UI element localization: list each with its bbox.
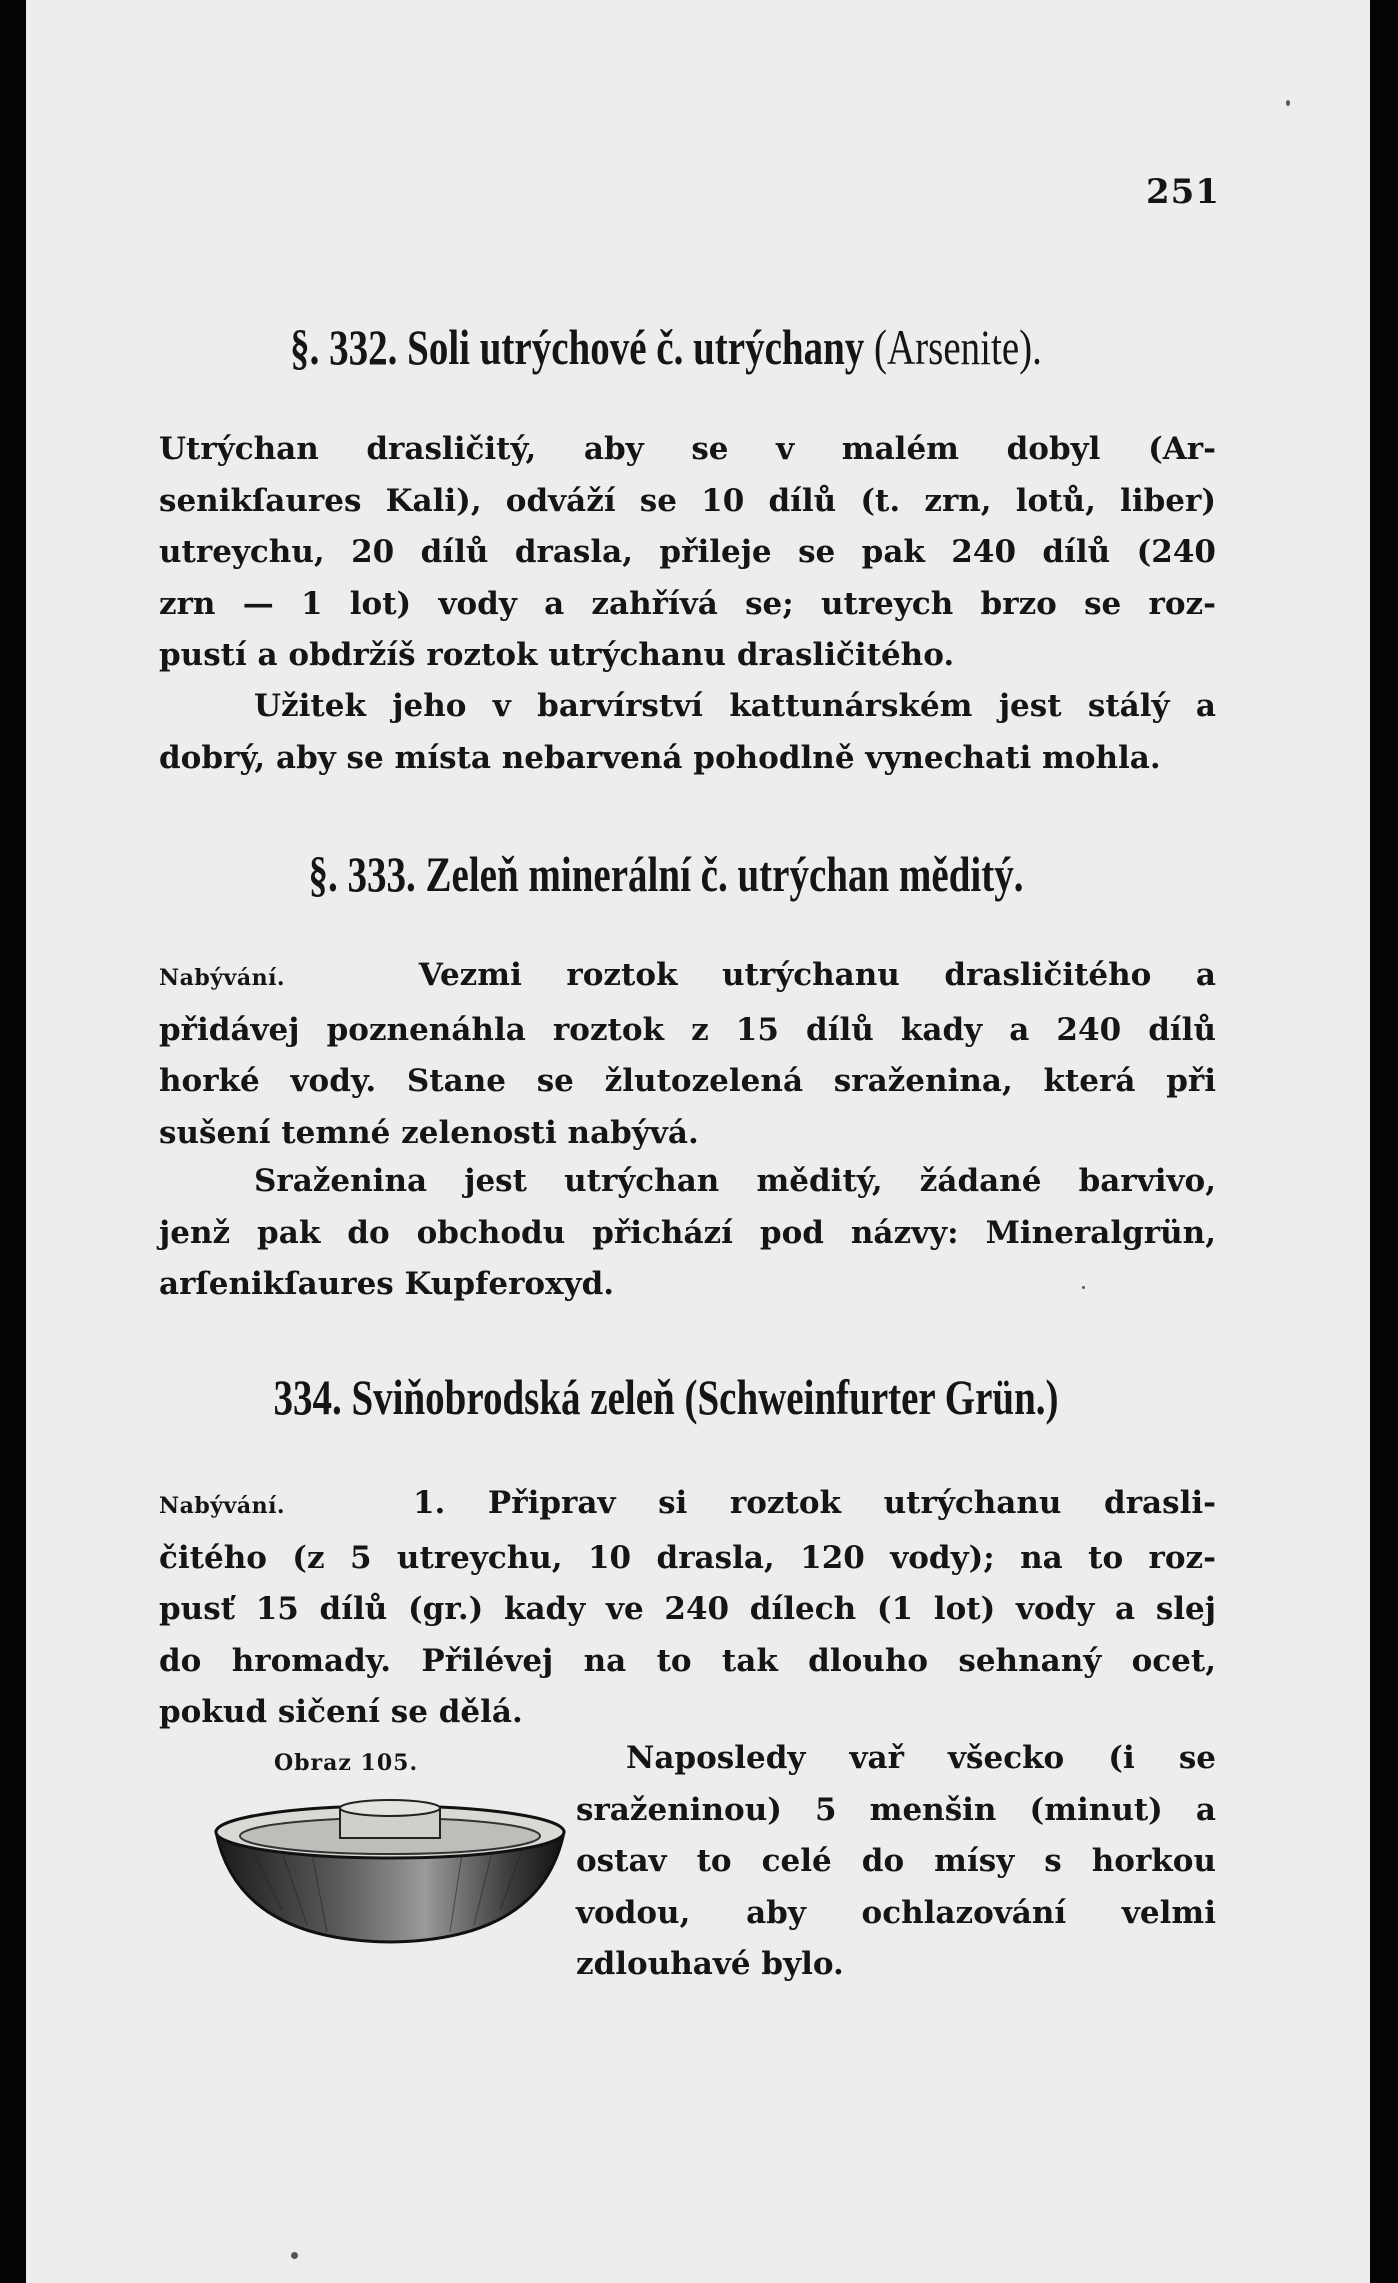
text-line: Užitek jeho v barvírství kattunárském jest stálý a	[254, 688, 1216, 724]
text-line: zdlouhavé bylo.	[576, 1946, 844, 1982]
section-332-paragraph-1	[159, 424, 1216, 682]
section-333-paragraph-2	[159, 1156, 1216, 1311]
text-line: pokud sičení se dělá.	[159, 1694, 523, 1730]
text-line: dobrý, aby se místa nebarvená pohodlně vynechati mohla.	[159, 739, 1161, 776]
text-line: vodou, aby ochlazování velmi	[576, 1894, 1216, 1931]
text-line-body: 1. Připrav si roztok utrýchanu drasli-	[412, 1485, 1216, 1521]
scan-speck	[1082, 1286, 1085, 1289]
scan-speck	[1286, 100, 1290, 106]
section-333-heading: §. 333. Zeleň minerální č. utrýchan měditý.	[308, 846, 1024, 902]
text-line: horké vody. Stane se žlutozelená sraženina, která při	[159, 1063, 1216, 1099]
lead-label: Nabývání.	[159, 965, 286, 991]
text-line: pustí a obdržíš roztok utrýchanu drasličitého.	[159, 637, 955, 673]
scan-border	[1370, 0, 1398, 2283]
text-line	[159, 1478, 1216, 1533]
section-332-title: §. 332. Soli utrýchové č. utrýchany	[290, 319, 865, 375]
page-number: 251	[1146, 172, 1220, 212]
text-line: arſenikſaures Kupferoxyd.	[159, 1266, 615, 1302]
lead-label: Nabývání.	[159, 1493, 286, 1519]
text-line	[159, 950, 1216, 1005]
text-line: do hromady. Přilévej na to tak dlouho sehnaný ocet,	[159, 1642, 1216, 1679]
section-332-latin-title: (Arsenite).	[874, 319, 1042, 375]
section-332-heading	[229, 318, 1103, 376]
section-334-paragraph-1	[159, 1478, 1216, 1739]
text-line: utreychu, 20 dílů drasla, přileje se pak 240 dílů (240	[159, 534, 1216, 570]
text-line: ostav to celé do mísy s horkou	[576, 1843, 1216, 1879]
side-paragraph	[576, 1733, 1216, 1991]
text-line: přidávej poznenáhla roztok z 15 dílů kady a 240 dílů	[159, 1011, 1216, 1048]
section-333-paragraph-1	[159, 950, 1216, 1159]
text-line-body: Vezmi roztok utrýchanu drasličitého a	[418, 957, 1216, 993]
text-line: jenž pak do obchodu přichází pod názvy: Mineralgrün,	[159, 1214, 1216, 1251]
text-line: čitého (z 5 utreychu, 10 drasla, 120 vody); na to roz-	[159, 1539, 1216, 1576]
bowl-illustration	[212, 1790, 568, 1946]
scan-speck	[291, 2252, 298, 2259]
section-332-paragraph-2	[159, 681, 1216, 784]
text-line: sraženinou) 5 menšin (minut) a	[576, 1791, 1216, 1828]
section-334-heading: 334. Sviňobrodská zeleň (Schweinfurter Grün.)	[273, 1369, 1059, 1425]
book-page	[26, 0, 1370, 2283]
text-line: sušení temné zelenosti nabývá.	[159, 1114, 699, 1151]
text-line: zrn — 1 lot) vody a zahřívá se; utreych brzo se roz-	[159, 585, 1216, 622]
text-line: Utrýchan drasličitý, aby se v malém dobyl (Ar-	[159, 431, 1216, 467]
figure-caption: Obraz 105.	[274, 1750, 419, 1776]
text-line: senikſaures Kali), odváží se 10 dílů (t. zrn, lotů, liber)	[159, 482, 1216, 519]
text-line: pusť 15 dílů (gr.) kady ve 240 dílech (1 lot) vody a slej	[159, 1591, 1216, 1627]
text-line: Naposledy vař všecko (i se	[626, 1740, 1216, 1776]
text-line: Sraženina jest utrýchan měditý, žádané barvivo,	[254, 1163, 1216, 1199]
